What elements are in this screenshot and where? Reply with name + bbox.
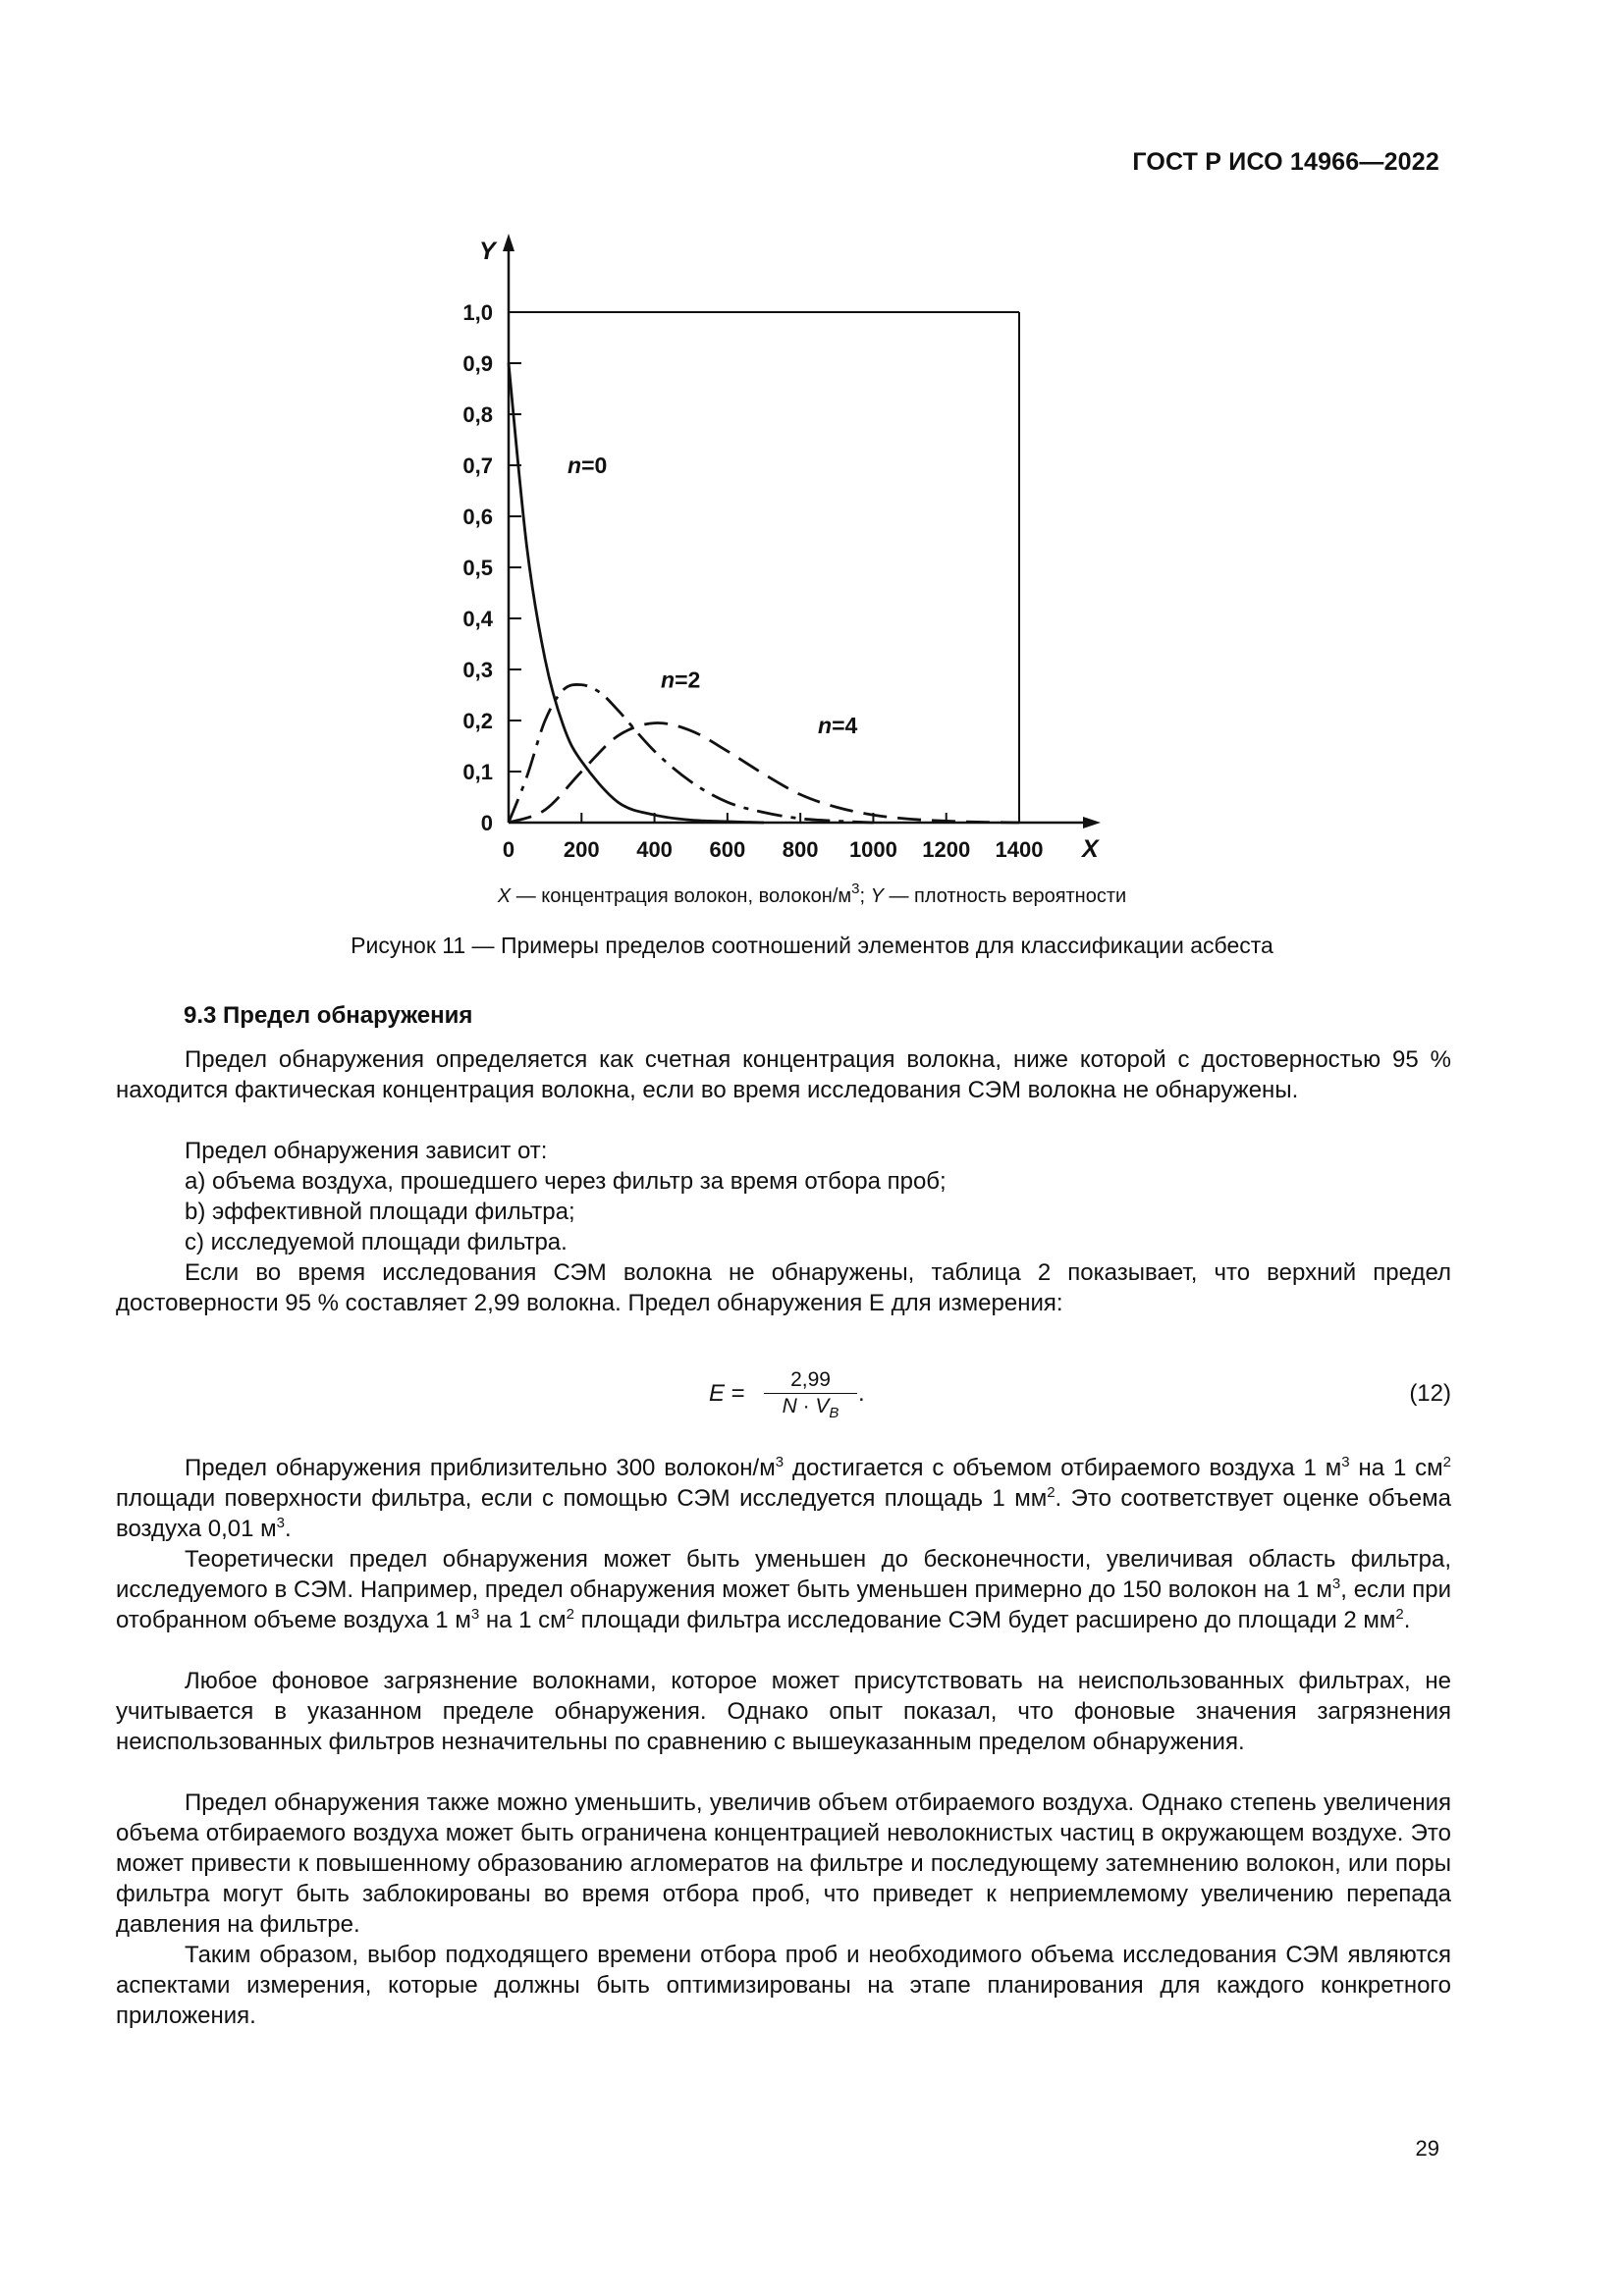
paragraph-limit-300	[116, 1453, 1451, 1544]
p4-e: . Это соответствует оценке объема воздуха 0,01 м	[116, 1485, 1451, 1542]
formula-12	[116, 1368, 1451, 1427]
y-tick-label: 0,9	[462, 351, 493, 376]
legend-y-var: Y	[870, 885, 884, 907]
formula-end: .	[858, 1380, 865, 1407]
paragraph-depends: Предел обнаружения зависит от:	[185, 1138, 548, 1164]
figure-caption: Рисунок 11 — Примеры пределов соотношений элементов для классификации асбеста	[351, 933, 1273, 958]
formula-den-sub: B	[829, 1405, 839, 1421]
formula-den-n: N	[782, 1395, 797, 1417]
y-tick-label: 0,6	[462, 505, 493, 529]
paragraph-confidence: Если во время исследования СЭМ волокна не обнаружены, таблица 2 показывает, что верхний предел достоверности 95 % составляет 2,99 волокна. Предел обнаружения Е для измерения:	[116, 1259, 1451, 1316]
y-axis-arrow	[503, 234, 514, 251]
p4-sup4: 2	[1047, 1484, 1056, 1501]
y-tick-label: 1,0	[462, 300, 493, 325]
x-tick-label: 1000	[848, 837, 897, 862]
x-tick-label: 400	[636, 837, 673, 862]
list-item-c: c) исследуемой площади фильтра.	[185, 1229, 568, 1255]
p4-f: .	[285, 1516, 292, 1542]
p4-sup2: 3	[1341, 1454, 1350, 1470]
legend-x-var: X	[497, 885, 512, 907]
formula-den-v: V	[815, 1395, 830, 1417]
series-label-n-4: n=4	[818, 713, 858, 739]
document-standard-header: ГОСТ Р ИСО 14966—2022	[1132, 148, 1439, 176]
y-tick-label: 0,8	[462, 402, 493, 427]
p4-a: Предел обнаружения приблизительно 300 волокон/м	[185, 1455, 776, 1481]
paragraph-background: Любое фоновое загрязнение волокнами, которое может присутствовать на неиспользованных фильтрах, не учитывается в указанном пределе обнаружения. Однако опыт показал, что фоновые значения загрязнения неиспользованных фильтров незначительны по сравнению с вышеуказанным пределом обнаружения.	[116, 1668, 1451, 1755]
formula-numerator: 2,99	[764, 1368, 857, 1394]
paragraph-limit-150	[116, 1544, 1451, 1635]
p4-d: площади поверхности фильтра, если с помощью СЭМ исследуется площадь 1 мм	[116, 1485, 1048, 1512]
y-tick-label: 0,5	[462, 556, 493, 580]
y-tick-label: 0,2	[462, 709, 493, 733]
x-axis-arrow	[1083, 817, 1101, 828]
p5-c: на 1 см	[479, 1607, 567, 1633]
formula-lhs: E	[709, 1380, 726, 1407]
y-axis-label: Y	[479, 238, 496, 265]
p4-b: достигается с объемом отбираемого воздуха 1 м	[784, 1455, 1342, 1481]
formula-denominator	[764, 1394, 857, 1421]
series-n-0-line	[509, 363, 764, 823]
x-tick-label: 1400	[995, 837, 1044, 862]
x-tick-label: 800	[782, 837, 819, 862]
paragraph-definition: Предел обнаружения определяется как счетная концентрация волокна, ниже которой с достоверностью 95 % находится фактическая концентрация волокна, если во время исследования СЭМ волокна не обнаружены.	[116, 1046, 1451, 1103]
p4-c: на 1 см	[1349, 1455, 1443, 1481]
p5-sup1: 3	[1331, 1575, 1341, 1592]
legend-y-text: — плотность вероятности	[883, 885, 1127, 907]
p5-sup4: 2	[1395, 1606, 1404, 1623]
paragraph-conclusion: Таким образом, выбор подходящего времени отбора проб и необходимого объема исследования СЭМ являются аспектами измерения, которые должны быть оптимизированы на этапе планирования для каждого конкретного приложения.	[116, 1942, 1451, 2029]
y-tick-label: 0,7	[462, 454, 493, 478]
y-tick-label: 0	[480, 811, 493, 835]
series-label-n-0: n=0	[568, 453, 608, 478]
y-tick-label: 0,1	[462, 760, 493, 784]
page-number: 29	[1415, 2136, 1439, 2161]
p5-e: .	[1403, 1607, 1411, 1633]
formula-fraction	[764, 1368, 857, 1421]
legend-x-sup: 3	[851, 881, 860, 897]
formula-den-dot: ·	[796, 1395, 816, 1417]
p5-a: Теоретически предел обнаружения может быть уменьшен до бесконечности, увеличивая область фильтра, исследуемого в СЭМ. Например, предел обнаружения может быть уменьшен примерно до 150 волокон на 1 м	[116, 1546, 1451, 1603]
list-item-b: b) эффективной площади фильтра;	[185, 1199, 575, 1225]
p4-sup5: 3	[276, 1515, 286, 1531]
p5-d: площади фильтра исследование СЭМ будет расширено до площади 2 мм	[573, 1607, 1396, 1633]
p5-sup3: 2	[566, 1606, 574, 1623]
series-label-n-2: n=2	[661, 667, 701, 693]
formula-equals: =	[725, 1380, 745, 1407]
formula-number: (12)	[1409, 1380, 1451, 1407]
p4-sup1: 3	[775, 1454, 785, 1470]
figure-legend	[0, 881, 1624, 908]
x-axis-label: X	[1082, 835, 1099, 863]
x-tick-label: 600	[709, 837, 746, 862]
probability-density-chart	[0, 0, 1624, 874]
x-tick-label: 0	[502, 837, 515, 862]
p5-sup2: 3	[470, 1606, 480, 1623]
y-tick-label: 0,4	[462, 607, 493, 631]
list-item-a: а) объема воздуха, прошедшего через фильтр за время отбора проб;	[185, 1168, 947, 1195]
series-n-4-line	[509, 722, 1019, 823]
x-tick-label: 1200	[922, 837, 971, 862]
paragraph-air-volume: Предел обнаружения также можно уменьшить, увеличив объем отбираемого воздуха. Однако степень увеличения объема отбираемого воздуха может быть ограничена концентрацией неволокнистых частиц в окружающем воздухе. Это может привести к повышенному образованию агломератов на фильтре и последующему затемнению волокон, или поры фильтра могут быть заблокированы во время отбора проб, что приведет к неприемлемому увеличению перепада давления на фильтре.	[116, 1789, 1451, 1938]
legend-x-text: — концентрация волокон, волокон/м	[511, 885, 852, 907]
p4-sup3: 2	[1442, 1454, 1452, 1470]
p5-b: , если при отобранном объеме воздуха 1 м	[116, 1576, 1451, 1633]
x-tick-label: 200	[563, 837, 600, 862]
section-heading: 9.3 Предел обнаружения	[184, 1002, 473, 1029]
y-tick-label: 0,3	[462, 658, 493, 682]
legend-sep: ;	[859, 885, 871, 907]
